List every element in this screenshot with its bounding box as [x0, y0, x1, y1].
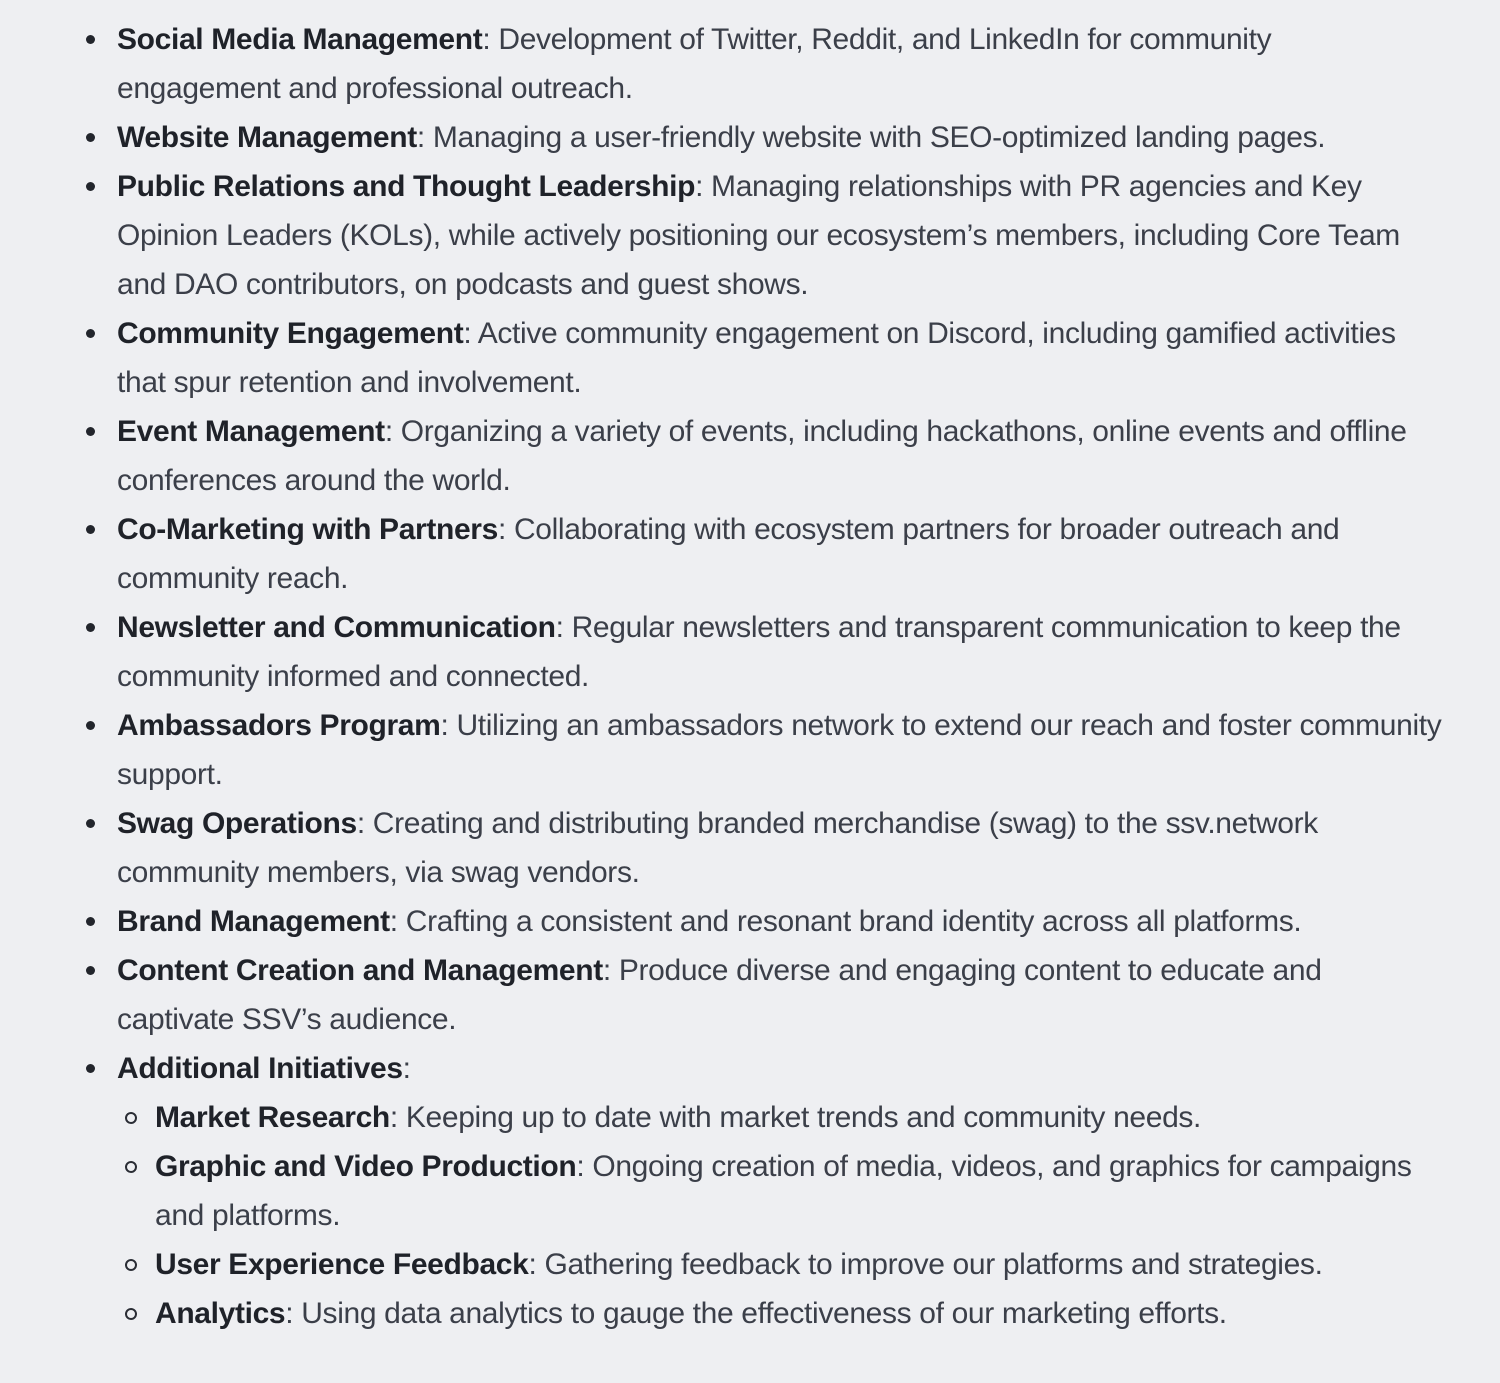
item-separator: : — [482, 23, 491, 56]
item-separator: : — [602, 954, 611, 987]
list-item-website — [117, 113, 1442, 162]
item-separator: : — [285, 1297, 294, 1330]
item-separator: : — [389, 1101, 398, 1134]
list-item-content — [117, 946, 1442, 1044]
list-item-additional-initiatives — [117, 1044, 1442, 1338]
list-item-community-engagement — [117, 309, 1442, 407]
item-term: Public Relations and Thought Leadership — [117, 170, 696, 203]
item-description: Active community engagement on Discord, including gamified activities that spur retention and involvement. — [117, 317, 1396, 399]
list-item-ambassadors — [117, 701, 1442, 799]
item-description: Produce diverse and engaging content to educate and captivate SSV’s audience. — [117, 954, 1322, 1036]
item-separator: : — [528, 1248, 537, 1281]
bullet-dot-icon — [86, 182, 95, 191]
item-separator: : — [555, 611, 564, 644]
list-item-brand — [117, 897, 1442, 946]
item-description: Creating and distributing branded merchandise (swag) to the ssv.network community members, via swag vendors. — [117, 807, 1318, 889]
item-description: Development of Twitter, Reddit, and LinkedIn for community engagement and professional outreach. — [117, 23, 1272, 105]
list-item-event-management — [117, 407, 1442, 505]
bullet-dot-icon — [86, 623, 95, 632]
item-description: Regular newsletters and transparent communication to keep the community informed and connected. — [117, 611, 1401, 693]
bullet-dot-icon — [86, 917, 95, 926]
item-separator: : — [384, 415, 393, 448]
item-term: Swag Operations — [117, 807, 357, 840]
item-term: Community Engagement — [117, 317, 464, 350]
item-description: Managing relationships with PR agencies and Key Opinion Leaders (KOLs), while actively positioning our ecosystem’s members, including Core Team and DAO contributors, on podcasts and guest shows. — [117, 170, 1400, 301]
item-term: Co-Marketing with Partners — [117, 513, 498, 546]
item-term: Ambassadors Program — [117, 709, 441, 742]
item-term: User Experience Feedback — [155, 1248, 529, 1281]
item-separator: : — [356, 807, 365, 840]
bullet-circle-icon — [125, 1259, 137, 1271]
item-description: Keeping up to date with market trends and community needs. — [397, 1101, 1202, 1134]
bullet-dot-icon — [86, 329, 95, 338]
item-description: Using data analytics to gauge the effectiveness of our marketing efforts. — [293, 1297, 1227, 1330]
sublist-item-market-research — [155, 1093, 1442, 1142]
item-description: Utilizing an ambassadors network to extend our reach and foster community support. — [117, 709, 1442, 791]
item-separator: : — [695, 170, 704, 203]
bullet-dot-icon — [86, 133, 95, 142]
bullet-dot-icon — [86, 427, 95, 436]
item-separator: : — [497, 513, 506, 546]
bullet-dot-icon — [86, 819, 95, 828]
item-term: Graphic and Video Production — [155, 1150, 577, 1183]
list-item-social-media — [117, 15, 1442, 113]
bullet-circle-icon — [125, 1161, 137, 1173]
item-separator: : — [389, 905, 398, 938]
item-term: Market Research — [155, 1101, 390, 1134]
bullet-circle-icon — [125, 1308, 137, 1320]
item-term: Website Management — [117, 121, 417, 154]
item-description: Managing a user-friendly website with SEO-optimized landing pages. — [424, 121, 1326, 154]
item-term: Newsletter and Communication — [117, 611, 556, 644]
additional-initiatives-sublist — [117, 1093, 1442, 1338]
item-description: Collaborating with ecosystem partners for broader outreach and community reach. — [117, 513, 1340, 595]
sublist-item-graphic-video — [155, 1142, 1442, 1240]
item-term: Additional Initiatives — [117, 1052, 403, 1085]
list-item-co-marketing — [117, 505, 1442, 603]
item-description: Ongoing creation of media, videos, and graphics for campaigns and platforms. — [155, 1150, 1412, 1232]
item-term: Event Management — [117, 415, 385, 448]
bullet-dot-icon — [86, 1064, 95, 1073]
bullet-dot-icon — [86, 966, 95, 975]
item-term: Social Media Management — [117, 23, 483, 56]
item-separator: : — [576, 1150, 585, 1183]
list-item-newsletter — [117, 603, 1442, 701]
item-description: Crafting a consistent and resonant brand identity across all platforms. — [397, 905, 1302, 938]
item-term: Analytics — [155, 1297, 286, 1330]
list-item-public-relations — [117, 162, 1442, 309]
list-item-swag — [117, 799, 1442, 897]
item-separator: : — [402, 1052, 411, 1085]
bullet-dot-icon — [86, 35, 95, 44]
item-term: Content Creation and Management — [117, 954, 603, 987]
item-term: Brand Management — [117, 905, 390, 938]
item-separator: : — [440, 709, 449, 742]
item-description: Organizing a variety of events, including hackathons, online events and offline conferences around the world. — [117, 415, 1407, 497]
bullet-dot-icon — [86, 721, 95, 730]
item-separator: : — [463, 317, 472, 350]
bullet-circle-icon — [125, 1112, 137, 1124]
sublist-item-analytics — [155, 1289, 1442, 1338]
marketing-activities-list — [0, 15, 1442, 1338]
item-description: Gathering feedback to improve our platforms and strategies. — [536, 1248, 1323, 1281]
item-separator: : — [416, 121, 425, 154]
sublist-item-ux-feedback — [155, 1240, 1442, 1289]
bullet-dot-icon — [86, 525, 95, 534]
